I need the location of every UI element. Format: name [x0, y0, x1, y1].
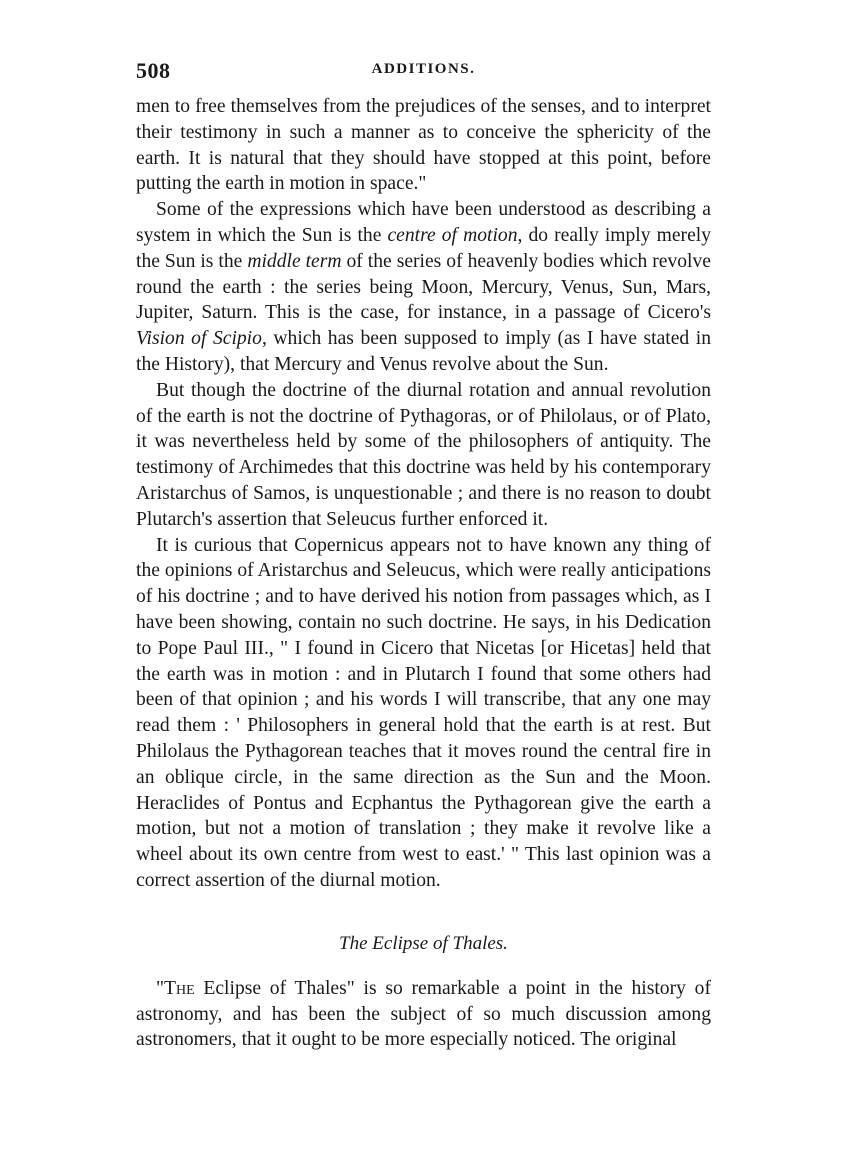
paragraph-3: But though the doctrine of the diurnal rotation and annual revolution of the earth is not the doctrine of Pythagoras, or of Philolaus, or of Plato, it was nevertheless held by some of the philosophers of antiquity. The testimony of Archimedes that this doctrine was held by his contemporary Aristarchus of Samos, is unquestionable ; and there is no reason to doubt Plutarch's assertion that Seleucus further enforced it. — [136, 379, 711, 530]
running-header — [136, 58, 711, 94]
paragraph-2-text-g: , which has been supposed to imply (as I have stated in the History), that Mercury and Venus revolve about the Sun. — [136, 328, 712, 375]
emphasis-middle-term: middle term — [247, 250, 342, 272]
running-title: ADDITIONS. — [371, 61, 476, 77]
paragraph-4: It is curious that Copernicus appears not to have known any thing of the opinions of Aristarchus and Seleucus, which were really anticipations of his doctrine ; and to have derived his notion from passages which, as I have been showing, contain no such doctrine. He says, in his Dedication to Pope Paul III., " I found in Cicero that Nicetas [or Hicetas] held that the earth was in motion : and in Plutarch I found that some others had been of that opinion ; and his words I will transcribe, that any one may read them : ' Philosophers in general hold that the earth is at rest. But Philolaus the Pythagorean teaches that it moves round the central fire in an oblique circle, in the same direction as the Sun and the Moon. Heraclides of Pontus and Ecphantus the Pythagorean give the earth a motion, but not a motion of translation ; they make it revolve like a wheel about its own centre from west to east.' " This last opinion was a correct assertion of the diurnal motion. — [136, 534, 711, 891]
work-title-vision-of-scipio: Vision of Scipio — [136, 328, 262, 350]
paragraph-2-text-a: Some of the expressions which have been understood as describing a system in which the Sun is the — [136, 199, 711, 246]
emphasis-centre-of-motion: centre of motion — [387, 224, 518, 246]
paragraph-2 — [136, 197, 711, 378]
paragraph-5-open-quote: " — [156, 977, 164, 999]
paragraph-5 — [136, 976, 711, 1053]
section-heading: The Eclipse of Thales. — [339, 932, 508, 954]
page-number: 508 — [136, 58, 171, 83]
book-page — [136, 58, 711, 1053]
paragraph-1: men to free themselves from the prejudices of the senses, and to interpret their testimony in such a manner as to conceive the sphericity of the earth. It is natural that they should have stopped at this point, before putting the earth in motion in space." — [136, 96, 711, 195]
paragraph-2-text-c: , do really imply merely the Sun is the — [136, 224, 712, 272]
paragraph-2-text-e: of the series of heavenly bodies which revolve round the earth : the series being Moon, Mercury, Venus, Sun, Mars, Jupiter, Saturn. This is the case, for instance, in a passage of Cicero's — [136, 250, 711, 324]
small-caps-opening: The — [164, 977, 195, 999]
paragraph-5-text: Eclipse of Thales" is so remarkable a point in the history of astronomy, and has been the subject of so much discussion among astronomers, that it ought to be more especially noticed. The original — [136, 977, 711, 1051]
